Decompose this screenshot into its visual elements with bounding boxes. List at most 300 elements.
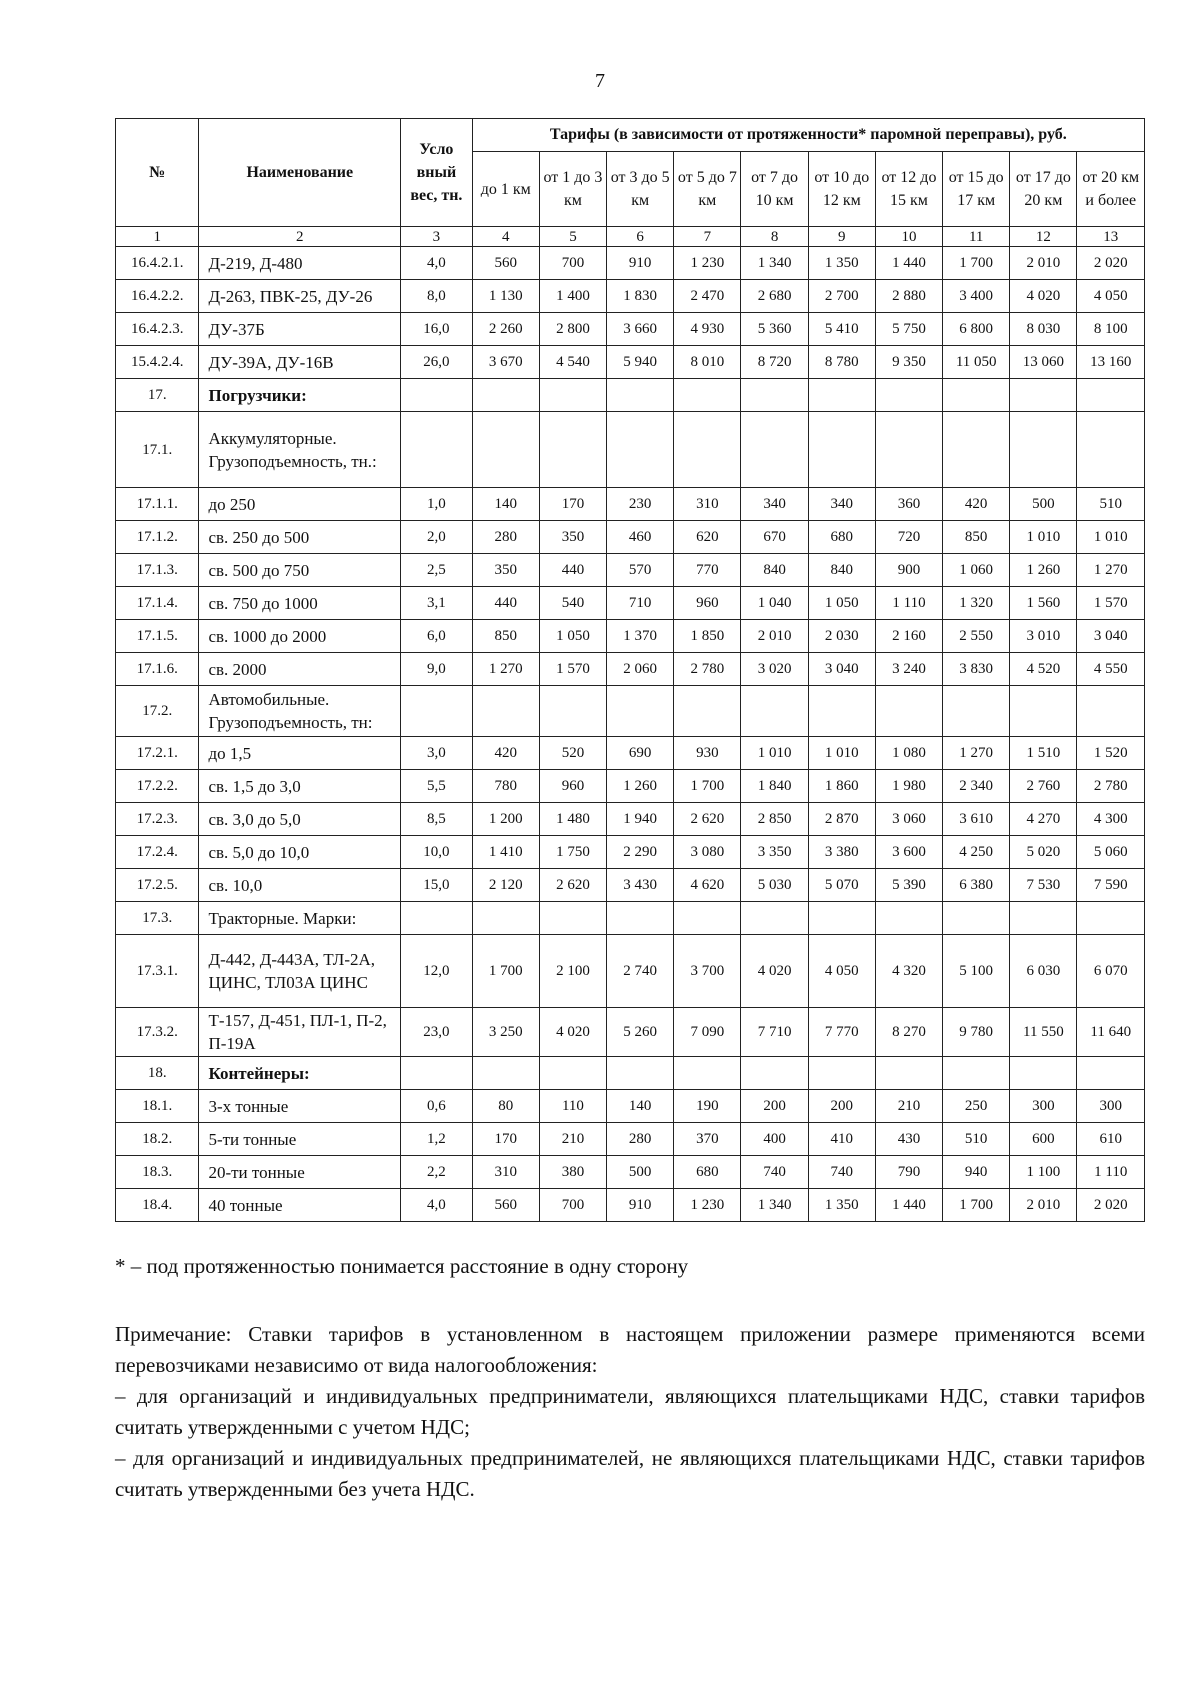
- tariff-cell: 1 830: [607, 280, 674, 313]
- row-number: 17.1.: [116, 412, 199, 488]
- row-weight: [401, 902, 473, 935]
- row-weight: 1,0: [401, 488, 473, 521]
- tariff-cell: 940: [943, 1156, 1010, 1189]
- tariff-cell: 7 590: [1077, 869, 1145, 902]
- tariff-cell: [943, 902, 1010, 935]
- row-number: 17.1.6.: [116, 653, 199, 686]
- row-name: ДУ-37Б: [199, 313, 401, 346]
- tariff-cell: 2 010: [1010, 247, 1077, 280]
- tariff-cell: 7 090: [674, 1008, 741, 1057]
- tariff-cell: 5 030: [741, 869, 808, 902]
- tariff-cell: 1 010: [1010, 521, 1077, 554]
- header-tariffs-title: Тарифы (в зависимости от протяженности* паромной переправы), руб.: [472, 119, 1144, 152]
- tariff-cell: 1 260: [607, 770, 674, 803]
- tariff-cell: 1 340: [741, 1189, 808, 1222]
- table-row: [116, 379, 1145, 412]
- tariff-cell: 510: [943, 1123, 1010, 1156]
- tariff-cell: 1 050: [808, 587, 875, 620]
- tariff-cell: 1 270: [943, 737, 1010, 770]
- tariff-cell: 2 620: [674, 803, 741, 836]
- tariff-cell: 360: [875, 488, 942, 521]
- column-number: 12: [1010, 227, 1077, 247]
- row-number: 16.4.2.3.: [116, 313, 199, 346]
- tariff-cell: 110: [539, 1090, 606, 1123]
- footnote: * – под протяженностью понимается расстояние в одну сторону: [115, 1254, 689, 1278]
- row-weight: 2,5: [401, 554, 473, 587]
- tariff-cell: 1 230: [674, 247, 741, 280]
- tariff-cell: 500: [1010, 488, 1077, 521]
- tariff-cell: 3 020: [741, 653, 808, 686]
- tariff-cell: 8 010: [674, 346, 741, 379]
- tariff-cell: 2 700: [808, 280, 875, 313]
- tariff-cell: [808, 379, 875, 412]
- tariff-cell: 560: [472, 247, 539, 280]
- tariff-cell: 4 540: [539, 346, 606, 379]
- table-row: [116, 686, 1145, 737]
- tariff-cell: 1 940: [607, 803, 674, 836]
- tariff-cell: 2 760: [1010, 770, 1077, 803]
- tariff-cell: 7 770: [808, 1008, 875, 1057]
- table-row: [116, 869, 1145, 902]
- tariff-cell: 740: [741, 1156, 808, 1189]
- tariff-cell: 2 020: [1077, 1189, 1145, 1222]
- page-number: 7: [595, 70, 605, 92]
- row-number: 17.1.4.: [116, 587, 199, 620]
- tariff-cell: [875, 686, 942, 737]
- tariff-cell: 300: [1010, 1090, 1077, 1123]
- column-number: 8: [741, 227, 808, 247]
- tariff-cell: 930: [674, 737, 741, 770]
- tariff-cell: 1 700: [472, 935, 539, 1008]
- tariff-cell: 1 200: [472, 803, 539, 836]
- row-weight: 8,5: [401, 803, 473, 836]
- tariff-cell: [943, 1057, 1010, 1090]
- row-number: 17.1.3.: [116, 554, 199, 587]
- tariff-cell: 740: [808, 1156, 875, 1189]
- tariff-cell: 3 830: [943, 653, 1010, 686]
- tariff-cell: 6 380: [943, 869, 1010, 902]
- tariff-cell: 1 400: [539, 280, 606, 313]
- note-item-1: – для организаций и индивидуальных предприниматели, являющихся плательщиками НДС, ставки тарифов считать утвержденными с учетом НДС;: [115, 1384, 1145, 1439]
- tariff-cell: [539, 412, 606, 488]
- column-number: 10: [875, 227, 942, 247]
- tariff-cell: [875, 412, 942, 488]
- tariff-cell: [1077, 1057, 1145, 1090]
- tariff-cell: 5 390: [875, 869, 942, 902]
- tariff-cell: [741, 412, 808, 488]
- table-row: [116, 1156, 1145, 1189]
- tariff-cell: [539, 379, 606, 412]
- column-number: 2: [199, 227, 401, 247]
- tariff-cell: [607, 686, 674, 737]
- row-number: 17.2.: [116, 686, 199, 737]
- row-number: 18.2.: [116, 1123, 199, 1156]
- tariff-cell: 4 020: [539, 1008, 606, 1057]
- row-weight: 4,0: [401, 247, 473, 280]
- tariff-cell: 690: [607, 737, 674, 770]
- tariff-cell: 1 750: [539, 836, 606, 869]
- tariff-cell: 2 740: [607, 935, 674, 1008]
- row-number: 18.4.: [116, 1189, 199, 1222]
- row-weight: 9,0: [401, 653, 473, 686]
- tariff-cell: [607, 902, 674, 935]
- tariff-cell: 1 510: [1010, 737, 1077, 770]
- tariff-cell: 2 290: [607, 836, 674, 869]
- row-number: 17.3.2.: [116, 1008, 199, 1057]
- row-name: Автомобильные. Грузоподъемность, тн:: [199, 686, 401, 737]
- tariff-cell: 4 020: [741, 935, 808, 1008]
- tariff-cell: 1 010: [741, 737, 808, 770]
- table-row: [116, 521, 1145, 554]
- tariff-cell: 1 010: [1077, 521, 1145, 554]
- tariff-cell: 520: [539, 737, 606, 770]
- tariff-cell: 3 040: [1077, 620, 1145, 653]
- row-name: Д-263, ПВК-25, ДУ-26: [199, 280, 401, 313]
- header-distance: от 7 до 10 км: [741, 152, 808, 227]
- row-number: 17.2.2.: [116, 770, 199, 803]
- row-name: Тракторные. Марки:: [199, 902, 401, 935]
- tariff-cell: 680: [808, 521, 875, 554]
- tariff-cell: 710: [607, 587, 674, 620]
- table-row: [116, 902, 1145, 935]
- row-name: Погрузчики:: [199, 379, 401, 412]
- tariff-cell: 2 060: [607, 653, 674, 686]
- tariff-cell: [1010, 412, 1077, 488]
- tariff-cell: 1 270: [1077, 554, 1145, 587]
- tariff-cell: 7 530: [1010, 869, 1077, 902]
- row-number: 17.1.1.: [116, 488, 199, 521]
- table-row: [116, 737, 1145, 770]
- tariff-cell: 850: [943, 521, 1010, 554]
- tariff-cell: [539, 686, 606, 737]
- tariff-cell: 4 020: [1010, 280, 1077, 313]
- tariff-cell: 2 020: [1077, 247, 1145, 280]
- tariff-cell: 540: [539, 587, 606, 620]
- tariff-cell: 4 050: [1077, 280, 1145, 313]
- tariff-cell: [1077, 379, 1145, 412]
- row-name: Т-157, Д-451, ПЛ-1, П-2, П-19А: [199, 1008, 401, 1057]
- tariff-cell: 3 380: [808, 836, 875, 869]
- tariff-cell: 350: [539, 521, 606, 554]
- tariff-cell: [808, 686, 875, 737]
- row-number: 18.1.: [116, 1090, 199, 1123]
- tariff-cell: 2 120: [472, 869, 539, 902]
- tariff-cell: 3 610: [943, 803, 1010, 836]
- tariff-cell: [875, 902, 942, 935]
- row-name: св. 5,0 до 10,0: [199, 836, 401, 869]
- tariff-cell: 610: [1077, 1123, 1145, 1156]
- tariff-cell: 1 440: [875, 1189, 942, 1222]
- row-number: 16.4.2.2.: [116, 280, 199, 313]
- tariff-cell: [539, 1057, 606, 1090]
- tariff-cell: 310: [472, 1156, 539, 1189]
- row-number: 17.2.4.: [116, 836, 199, 869]
- row-number: 17.: [116, 379, 199, 412]
- tariff-cell: 850: [472, 620, 539, 653]
- row-name: Д-442, Д-443А, ТЛ-2А, ЦИНС, ТЛ03А ЦИНС: [199, 935, 401, 1008]
- tariff-cell: 3 670: [472, 346, 539, 379]
- tariff-cell: 2 100: [539, 935, 606, 1008]
- table-header: [116, 119, 1145, 227]
- tariff-cell: [674, 686, 741, 737]
- tariff-cell: 960: [539, 770, 606, 803]
- row-weight: 15,0: [401, 869, 473, 902]
- tariff-cell: 340: [808, 488, 875, 521]
- tariff-cell: 790: [875, 1156, 942, 1189]
- tariff-cell: 3 400: [943, 280, 1010, 313]
- tariff-cell: 3 040: [808, 653, 875, 686]
- tariff-cell: 250: [943, 1090, 1010, 1123]
- row-name: св. 2000: [199, 653, 401, 686]
- tariff-cell: 2 470: [674, 280, 741, 313]
- tariff-cell: 1 700: [943, 1189, 1010, 1222]
- row-weight: 3,0: [401, 737, 473, 770]
- tariff-cell: [472, 902, 539, 935]
- tariff-cell: 2 160: [875, 620, 942, 653]
- tariff-cell: 380: [539, 1156, 606, 1189]
- tariff-cell: 5 020: [1010, 836, 1077, 869]
- row-weight: 23,0: [401, 1008, 473, 1057]
- tariff-cell: 190: [674, 1090, 741, 1123]
- tariff-cell: 5 260: [607, 1008, 674, 1057]
- row-number: 17.2.5.: [116, 869, 199, 902]
- tariff-cell: [1077, 902, 1145, 935]
- tariff-cell: 4 620: [674, 869, 741, 902]
- row-weight: [401, 412, 473, 488]
- tariff-cell: 2 010: [741, 620, 808, 653]
- tariff-cell: 1 410: [472, 836, 539, 869]
- tariff-cell: [808, 902, 875, 935]
- row-weight: 2,2: [401, 1156, 473, 1189]
- tariff-cell: 3 250: [472, 1008, 539, 1057]
- tariff-cell: [943, 412, 1010, 488]
- tariff-cell: 680: [674, 1156, 741, 1189]
- column-number: 4: [472, 227, 539, 247]
- tariff-cell: [1010, 379, 1077, 412]
- note-intro: Примечание: Ставки тарифов в установленном в настоящем приложении размере применяются всеми перевозчиками независимо от вида налогообложения:: [115, 1322, 1145, 1377]
- row-name: 5-ти тонные: [199, 1123, 401, 1156]
- tariff-cell: 910: [607, 247, 674, 280]
- header-distance: от 5 до 7 км: [674, 152, 741, 227]
- tariff-cell: 1 560: [1010, 587, 1077, 620]
- table-row: [116, 1090, 1145, 1123]
- tariff-cell: 4 550: [1077, 653, 1145, 686]
- tariff-cell: [741, 686, 808, 737]
- column-number: 1: [116, 227, 199, 247]
- table-row: [116, 280, 1145, 313]
- tariff-cell: 670: [741, 521, 808, 554]
- tariff-cell: 840: [808, 554, 875, 587]
- tariff-cell: 310: [674, 488, 741, 521]
- tariff-cell: 2 680: [741, 280, 808, 313]
- row-name: 20-ти тонные: [199, 1156, 401, 1189]
- row-weight: [401, 686, 473, 737]
- tariff-cell: 1 260: [1010, 554, 1077, 587]
- tariff-cell: 1 440: [875, 247, 942, 280]
- tariff-cell: 1 570: [1077, 587, 1145, 620]
- tariff-cell: 960: [674, 587, 741, 620]
- row-weight: 5,5: [401, 770, 473, 803]
- tariff-cell: [741, 1057, 808, 1090]
- tariff-cell: [875, 1057, 942, 1090]
- tariff-cell: 430: [875, 1123, 942, 1156]
- column-number: 3: [401, 227, 473, 247]
- row-name: св. 750 до 1000: [199, 587, 401, 620]
- table-row: [116, 587, 1145, 620]
- tariff-cell: 4 320: [875, 935, 942, 1008]
- tariff-cell: 460: [607, 521, 674, 554]
- tariff-cell: 2 340: [943, 770, 1010, 803]
- row-number: 17.1.2.: [116, 521, 199, 554]
- tariff-cell: [674, 1057, 741, 1090]
- tariff-cell: 2 850: [741, 803, 808, 836]
- tariff-cell: 350: [472, 554, 539, 587]
- table-row: [116, 1008, 1145, 1057]
- table-row: [116, 803, 1145, 836]
- row-weight: 16,0: [401, 313, 473, 346]
- tariff-cell: 1 980: [875, 770, 942, 803]
- column-numbers-row: [116, 227, 1145, 247]
- tariff-cell: 1 570: [539, 653, 606, 686]
- row-number: 17.1.5.: [116, 620, 199, 653]
- tariff-cell: 4 250: [943, 836, 1010, 869]
- tariff-cell: 2 030: [808, 620, 875, 653]
- tariff-cell: 1 130: [472, 280, 539, 313]
- header-distance: до 1 км: [472, 152, 539, 227]
- tariff-cell: 1 100: [1010, 1156, 1077, 1189]
- row-name: св. 1,5 до 3,0: [199, 770, 401, 803]
- tariff-cell: 140: [607, 1090, 674, 1123]
- note-item-2: – для организаций и индивидуальных предпринимателей, не являющихся плательщиками НДС, ставки тарифов считать утвержденными без учета НДС.: [115, 1446, 1145, 1501]
- tariff-cell: [674, 379, 741, 412]
- tariff-cell: 1 860: [808, 770, 875, 803]
- tariff-cell: 1 320: [943, 587, 1010, 620]
- tariff-cell: 1 370: [607, 620, 674, 653]
- row-number: 17.2.1.: [116, 737, 199, 770]
- tariff-cell: 1 350: [808, 1189, 875, 1222]
- tariff-cell: 1 480: [539, 803, 606, 836]
- row-weight: [401, 379, 473, 412]
- tariff-cell: [808, 412, 875, 488]
- tariff-cell: 200: [808, 1090, 875, 1123]
- tariff-cell: 1 840: [741, 770, 808, 803]
- tariff-cell: 13 060: [1010, 346, 1077, 379]
- row-number: 16.4.2.1.: [116, 247, 199, 280]
- tariff-cell: [741, 902, 808, 935]
- row-name: св. 1000 до 2000: [199, 620, 401, 653]
- tariff-cell: 720: [875, 521, 942, 554]
- header-distance: от 3 до 5 км: [607, 152, 674, 227]
- tariff-cell: [674, 902, 741, 935]
- table-row: [116, 488, 1145, 521]
- tariff-cell: 2 780: [1077, 770, 1145, 803]
- tariff-cell: 1 010: [808, 737, 875, 770]
- tariff-cell: 4 520: [1010, 653, 1077, 686]
- row-weight: 12,0: [401, 935, 473, 1008]
- tariff-cell: 1 520: [1077, 737, 1145, 770]
- row-name: до 1,5: [199, 737, 401, 770]
- tariff-cell: 2 800: [539, 313, 606, 346]
- row-name: 40 тонные: [199, 1189, 401, 1222]
- tariff-cell: 1 230: [674, 1189, 741, 1222]
- tariff-cell: 840: [741, 554, 808, 587]
- tariff-cell: [943, 686, 1010, 737]
- row-name: 3-х тонные: [199, 1090, 401, 1123]
- table-row: [116, 412, 1145, 488]
- header-distance: от 10 до 12 км: [808, 152, 875, 227]
- tariff-cell: 3 060: [875, 803, 942, 836]
- row-number: 15.4.2.4.: [116, 346, 199, 379]
- tariff-cell: 1 700: [674, 770, 741, 803]
- tariff-cell: 1 050: [539, 620, 606, 653]
- tariff-cell: 11 550: [1010, 1008, 1077, 1057]
- tariff-cell: 280: [607, 1123, 674, 1156]
- tariff-cell: 1 340: [741, 247, 808, 280]
- tariff-cell: [607, 1057, 674, 1090]
- tariff-cell: 3 010: [1010, 620, 1077, 653]
- tariff-cell: 5 750: [875, 313, 942, 346]
- row-weight: 2,0: [401, 521, 473, 554]
- row-number: 18.: [116, 1057, 199, 1090]
- tariff-cell: 5 940: [607, 346, 674, 379]
- row-weight: [401, 1057, 473, 1090]
- row-number: 17.2.3.: [116, 803, 199, 836]
- table-row: [116, 247, 1145, 280]
- tariff-cell: 8 720: [741, 346, 808, 379]
- tariff-cell: 340: [741, 488, 808, 521]
- tariff-cell: 1 850: [674, 620, 741, 653]
- tariff-cell: 440: [472, 587, 539, 620]
- tariff-cell: 5 070: [808, 869, 875, 902]
- row-name: ДУ-39А, ДУ-16В: [199, 346, 401, 379]
- tariff-cell: 3 430: [607, 869, 674, 902]
- header-distance: от 17 до 20 км: [1010, 152, 1077, 227]
- header-num: №: [116, 119, 199, 227]
- tariff-cell: 8 270: [875, 1008, 942, 1057]
- table-row: [116, 935, 1145, 1008]
- tariff-cell: [1077, 412, 1145, 488]
- tariff-cell: 700: [539, 1189, 606, 1222]
- tariff-cell: 400: [741, 1123, 808, 1156]
- tariff-cell: 4 300: [1077, 803, 1145, 836]
- header-weight: Усло вный вес, тн.: [401, 119, 473, 227]
- row-weight: 0,6: [401, 1090, 473, 1123]
- tariff-cell: 500: [607, 1156, 674, 1189]
- tariff-cell: 210: [539, 1123, 606, 1156]
- table-row: [116, 653, 1145, 686]
- tariff-cell: 2 550: [943, 620, 1010, 653]
- table-row: [116, 313, 1145, 346]
- column-number: 9: [808, 227, 875, 247]
- tariff-cell: [472, 379, 539, 412]
- tariff-cell: [1010, 1057, 1077, 1090]
- tariff-cell: 1 270: [472, 653, 539, 686]
- tariff-cell: [1010, 686, 1077, 737]
- column-number: 6: [607, 227, 674, 247]
- tariff-cell: 3 660: [607, 313, 674, 346]
- tariff-cell: 2 620: [539, 869, 606, 902]
- tariff-cell: 2 780: [674, 653, 741, 686]
- tariff-cell: 3 700: [674, 935, 741, 1008]
- tariff-cell: 6 800: [943, 313, 1010, 346]
- table-row: [116, 1189, 1145, 1222]
- tariff-cell: [943, 379, 1010, 412]
- tariff-cell: 1 350: [808, 247, 875, 280]
- column-number: 7: [674, 227, 741, 247]
- tariff-cell: 13 160: [1077, 346, 1145, 379]
- tariff-cell: 770: [674, 554, 741, 587]
- tariff-cell: 5 100: [943, 935, 1010, 1008]
